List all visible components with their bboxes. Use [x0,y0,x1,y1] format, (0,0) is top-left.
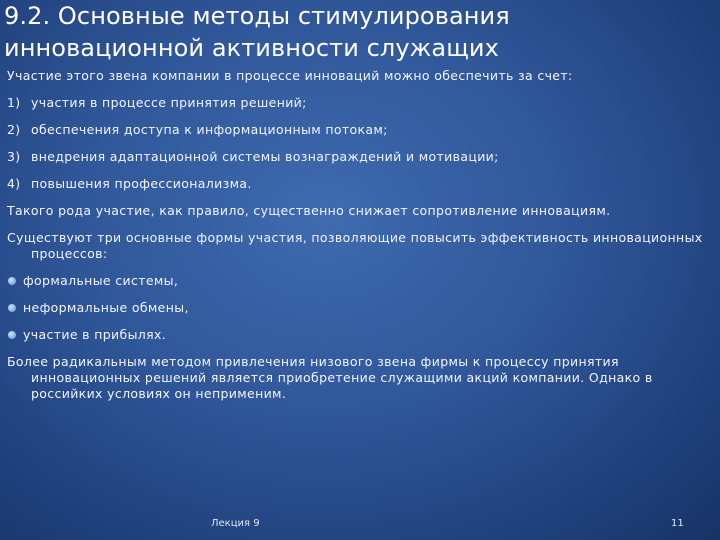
bullet-item-3 [7,327,713,343]
numbered-item-4 [7,176,713,192]
bullet-text: участие в прибылях. [23,327,167,342]
bullet-text: неформальные обмены, [23,300,189,315]
slide-title-line-1: 9.2. Основные методы стимулирования [4,2,510,30]
item-text: обеспечения доступа к информационным потокам; [31,122,388,137]
bullet-item-2 [7,300,713,316]
item-number: 1) [7,95,21,110]
bullet-item-1 [7,273,713,289]
item-text: повышения профессионализма. [31,176,252,191]
slide-body [7,68,713,413]
footer-lecture-label: Лекция 9 [211,518,260,529]
intro-paragraph: Участие этого звена компании в процессе инноваций можно обеспечить за счет: [7,68,573,83]
numbered-item-3 [7,149,713,165]
item-number: 2) [7,122,21,137]
item-text: участия в процессе принятия решений; [31,95,307,110]
item-number: 4) [7,176,21,191]
paragraph-resistance: Такого рода участие, как правило, существенно снижает сопротивление инновациям. [7,203,611,218]
bullet-dot-icon [8,331,16,339]
slide-title [4,0,716,64]
numbered-item-1 [7,95,713,111]
paragraph-shares: Более радикальным методом привлечения низового звена фирмы к процессу принятия инновационных решений является приобретение служащими акций компании. Однако в российких условиях он неприменим. [7,354,653,401]
bullet-text: формальные системы, [23,273,179,288]
item-number: 3) [7,149,21,164]
slide-title-line-2: инновационной активности служащих [4,34,499,62]
paragraph-participation-forms: Существуют три основные формы участия, позволяющие повысить эффективность инновационных процессов: [7,230,703,261]
numbered-item-2 [7,122,713,138]
bullet-dot-icon [8,277,16,285]
slide-page-number: 11 [671,518,684,529]
bullet-dot-icon [8,304,16,312]
item-text: внедрения адаптационной системы вознаграждений и мотивации; [31,149,499,164]
